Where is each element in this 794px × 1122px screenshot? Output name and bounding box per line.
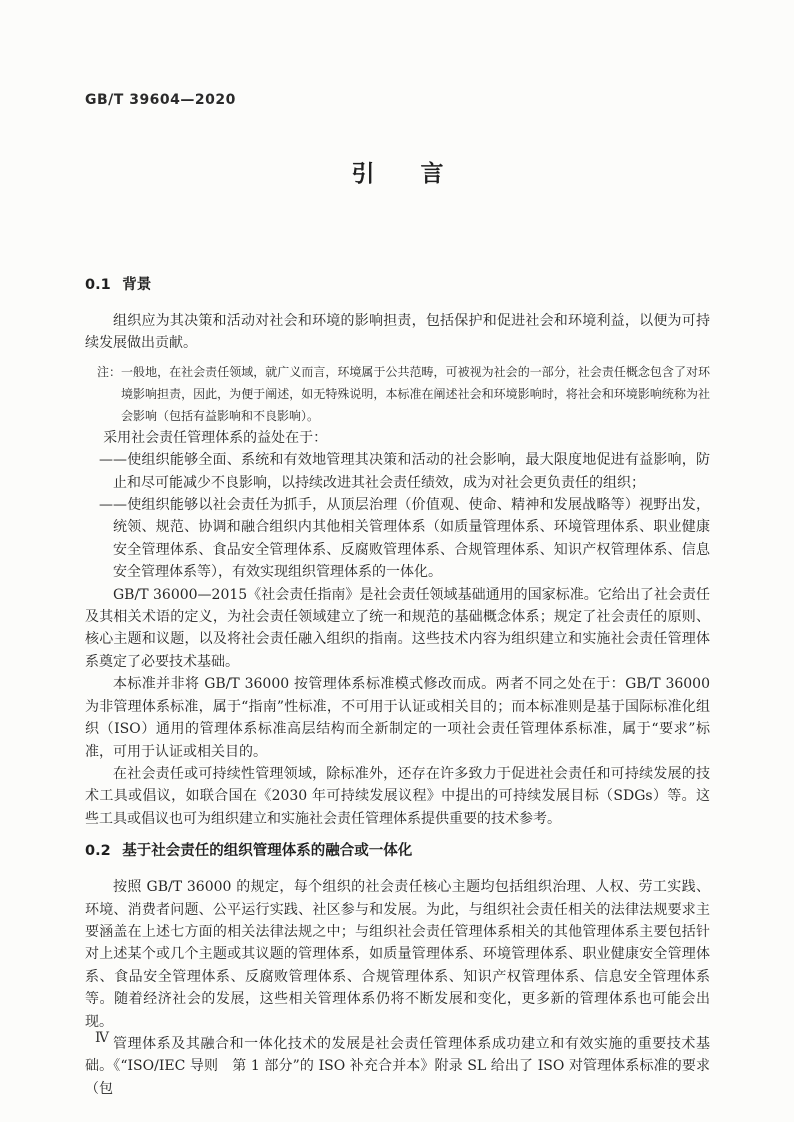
intro-paragraph: 组织应为其决策和活动对社会和环境的影响担责，包括保护和促进社会和环境利益，以便为可持续发展做出贡献。 [85, 313, 710, 352]
page-title: 引 言 [351, 161, 444, 187]
note-paragraph: 注：一般地，在社会责任领域，就广义而言，环境属于公共范畴，可被视为社会的一部分，社会责任概念包含了对环境影响担责，因此，为便于阐述，如无特殊说明，本标准在阐述社会和环境影响时，将社会和环境影响统称为社会影响（包括有益影响和不良影响）。 [97, 364, 710, 423]
paragraph: 本标准并非将 GB/T 36000 按管理体系标准模式修改而成。两者不同之处在于：GB/T 36000 为非管理体系标准，属于“指南”性标准，不可用于认证或相关目的；而本标准则是基于国际标准化组织（ISO）通用的管理体系标准高层结构而全新制定的一项社会责任管理体系标准，属于“要求”标准，可用于认证或相关目的。 [85, 676, 710, 760]
paragraph: GB/T 36000—2015《社会责任指南》是社会责任领域基础通用的国家标准。它给出了社会责任及其相关术语的定义，为社会责任领域建立了统一和规范的基础概念体系；规定了社会责任的原则、核心主题和议题，以及将社会责任融入组织的指南。这些技术内容为组织建立和实施社会责任管理体系奠定了必要技术基础。 [85, 586, 710, 670]
paragraph: 管理体系及其融合和一体化技术的发展是社会责任管理体系成功建立和有效实施的重要技术基础。《“ISO/IEC 导则 第 1 部分”的 ISO 补充合并本》附录 SL 给出了 ISO 对管理体系标准的要求（包 [85, 1035, 710, 1097]
section-title: 背景 [122, 277, 152, 293]
section-0-1 [85, 276, 710, 830]
section-number: 0.2 [85, 843, 111, 860]
paragraph: 在社会责任或可持续性管理领域，除标准外，还存在许多致力于促进社会责任和可持续发展的技术工具或倡议，如联合国在《2030 年可持续发展议程》中提出的可持续发展目标（SDGs）等。这些工具或倡议也可为组织建立和实施社会责任管理体系提供重要的技术参考。 [85, 765, 710, 827]
document-number: GB/T 39604—2020 [85, 92, 236, 108]
section-title: 基于社会责任的组织管理体系的融合或一体化 [122, 843, 413, 860]
section-heading-0-2 [85, 842, 710, 860]
dash-list-item-1: ——使组织能够全面、系统和有效地管理其决策和活动的社会影响，最大限度地促进有益影响，防止和尽可能减少不良影响，以持续改进其社会责任绩效，成为对社会更负责任的组织； [99, 452, 710, 491]
paragraph: 按照 GB/T 36000 的规定，每个组织的社会责任核心主题均包括组织治理、人权、劳工实践、环境、消费者问题、公平运行实践、社区参与和发展。为此，与组织社会责任相关的法律法规要求主要涵盖在上述七方面的相关法律法规之中；与组织社会责任管理体系相关的其他管理体系主要包括针对上述某个或几个主题或其议题的管理体系，如质量管理体系、环境管理体系、职业健康安全管理体系、食品安全管理体系、反腐败管理体系、合规管理体系、知识产权管理体系、信息安全管理体系等。随着经济社会的发展，这些相关管理体系仍将不断发展和变化，更多新的管理体系也可能会出现。 [85, 879, 710, 1030]
dash-list-item-2: ——使组织能够以社会责任为抓手，从顶层治理（价值观、使命、精神和发展战略等）视野出发，统领、规范、协调和融合组织内其他相关管理体系（如质量管理体系、环境管理体系、职业健康安全管理体系、食品安全管理体系、反腐败管理体系、合规管理体系、知识产权管理体系、信息安全管理体系等），有效实现组织管理体系的一体化。 [99, 497, 710, 581]
section-0-2 [85, 842, 710, 1100]
benefits-lead-in: 采用社会责任管理体系的益处在于： [103, 429, 328, 446]
section-number: 0.1 [85, 277, 111, 293]
page-number: Ⅳ [95, 1030, 109, 1046]
section-heading-0-1 [85, 276, 710, 294]
